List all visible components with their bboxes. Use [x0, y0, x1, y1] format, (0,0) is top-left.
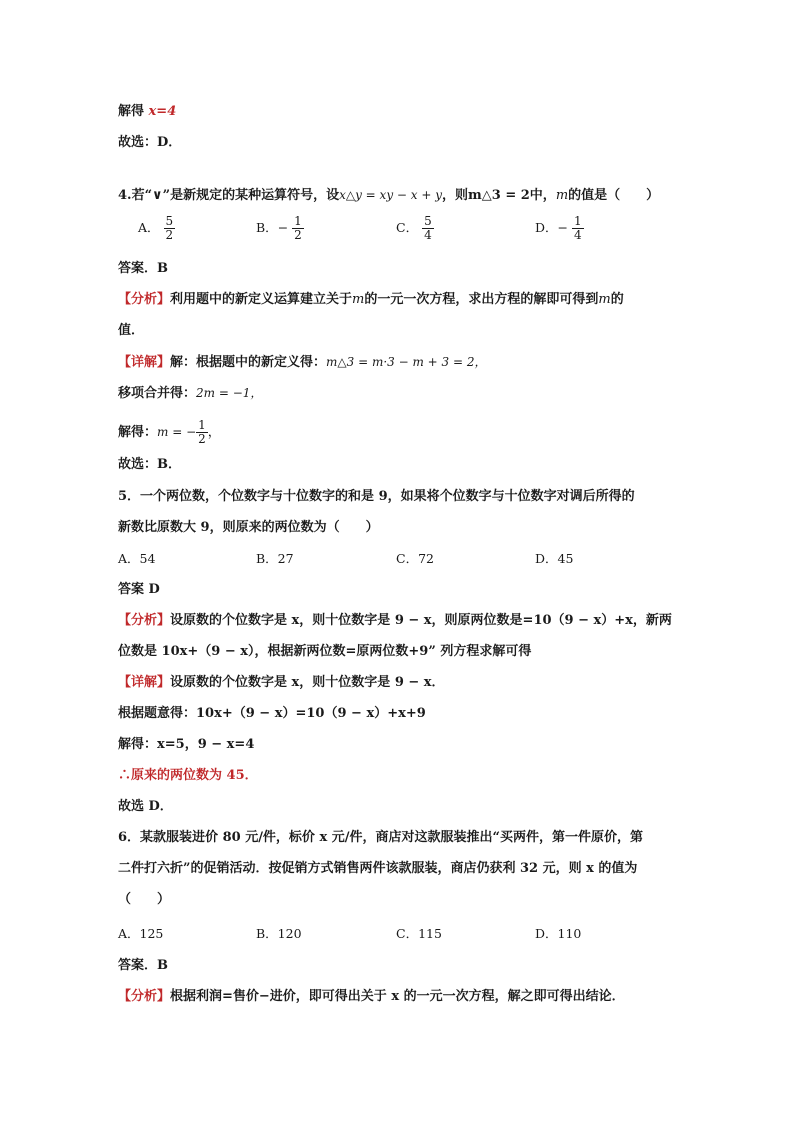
q4-detail-eq: m△3 = m·3 − m + 3 = 2， — [326, 355, 487, 369]
q6-stem-3: （ ） — [118, 892, 171, 907]
q4-option-c-letter: C． — [396, 220, 419, 235]
fraction-numerator: 5 — [424, 214, 432, 228]
q5-stem-2: 新数比原数大 9，则原来的两位数为（ ） — [118, 520, 379, 535]
q4-stem-var: m — [555, 188, 569, 203]
q4-option-a-fraction — [164, 215, 176, 242]
q5-answer: 答案 D — [118, 582, 160, 597]
fraction-denominator: 2 — [294, 228, 302, 242]
q6-option-b: B．120 — [256, 926, 302, 941]
fraction-denominator: 4 — [424, 228, 432, 242]
q4-option-c-fraction — [422, 215, 434, 242]
q4-solve-fraction — [196, 419, 208, 446]
q5-detail — [118, 674, 445, 692]
q6-analysis — [118, 988, 625, 1006]
q4-option-b-fraction — [292, 215, 304, 242]
q4-merge-line — [118, 384, 262, 403]
q4-option-c — [396, 215, 434, 242]
q4-option-d-fraction — [572, 215, 584, 242]
fraction-denominator: 4 — [574, 228, 582, 242]
q4-answer: 答案．B — [118, 261, 168, 276]
q4-solve-tail: ， — [207, 425, 221, 440]
q4-option-b-letter: B． — [256, 220, 278, 235]
q6-analysis-tag: 【分析】 — [118, 989, 171, 1004]
q4-solve-line — [118, 419, 221, 446]
q3-solve-value: x=4 — [148, 104, 177, 119]
q4-detail-a: 解：根据题中的新定义得： — [170, 355, 327, 370]
q5-conclusion: ∴原来的两位数为 45． — [118, 768, 258, 783]
q4-stem-b: ，则m△3 = 2中， — [442, 188, 556, 203]
q4-option-d — [535, 215, 584, 242]
q5-eq-1: 根据题意得：10x+（9 − x）=10（9 − x）+x+9 — [118, 706, 426, 721]
fraction-numerator: 1 — [198, 418, 206, 432]
q4-option-d-letter: D． — [535, 220, 558, 235]
q4-stem-def: x△y = xy − x + y — [339, 188, 443, 202]
q3-choice: 故选：D． — [118, 135, 182, 150]
q4-stem-a: 4.若“∨”是新规定的某种运算符号，设 — [118, 188, 340, 203]
q5-option-c: C．72 — [396, 551, 434, 566]
q4-detail-tag: 【详解】 — [118, 355, 171, 370]
q6-answer: 答案．B — [118, 958, 168, 973]
q4-option-b-sign: − — [277, 220, 289, 235]
q5-analysis-1 — [118, 612, 672, 630]
q6-option-c: C．115 — [396, 926, 442, 941]
q6-stem-2: 二件打六折”的促销活动．按促销方式销售两件该款服装，商店仍获利 32 元，则 x 的值为 — [118, 861, 638, 876]
q6-analysis-text: 根据利润=售价−进价，即可得出关于 x 的一元一次方程，解之即可得出结论． — [170, 989, 625, 1004]
q5-detail-tag: 【详解】 — [118, 675, 171, 690]
q4-detail — [118, 353, 487, 372]
q4-analysis-var: m — [352, 292, 365, 307]
q4-option-d-sign: − — [557, 220, 569, 235]
q4-stem — [118, 186, 659, 205]
q5-detail-text: 设原数的个位数字是 x，则十位数字是 9 − x． — [170, 675, 445, 690]
q4-analysis — [118, 291, 624, 309]
q4-stem-c: 的值是（ ） — [568, 188, 660, 203]
q4-analysis-a: 利用题中的新定义运算建立关于 — [170, 292, 353, 307]
q4-option-a — [138, 215, 175, 242]
q5-analysis-tag: 【分析】 — [118, 613, 171, 628]
q4-analysis-tag: 【分析】 — [118, 292, 171, 307]
fraction-numerator: 1 — [294, 214, 302, 228]
q3-solve-line — [118, 103, 176, 121]
q4-analysis-cont: 值． — [118, 323, 145, 338]
q6-option-d: D．110 — [535, 926, 582, 941]
fraction-denominator: 2 — [198, 432, 206, 446]
q4-solve-lhs: m = − — [157, 425, 197, 439]
q5-stem-1: 5．一个两位数，个位数字与十位数字的和是 9，如果将个位数字与十位数字对调后所得的 — [118, 489, 635, 504]
q4-option-b — [256, 215, 304, 242]
q6-option-a: A．125 — [118, 926, 164, 941]
q4-analysis-var2: m — [598, 292, 611, 307]
q5-option-b: B．27 — [256, 551, 294, 566]
q4-merge-eq: 2m = −1， — [196, 386, 263, 400]
fraction-denominator: 2 — [165, 228, 174, 242]
fraction-numerator: 1 — [574, 214, 582, 228]
q4-option-a-letter: A． — [138, 220, 160, 235]
q4-analysis-b: 的一元一次方程，求出方程的解即可得到 — [364, 292, 599, 307]
q6-stem-1: 6．某款服装进价 80 元/件，标价 x 元/件，商店对这款服装推出“买两件，第一件原价，第 — [118, 830, 643, 845]
q5-eq-2: 解得：x=5，9 − x=4 — [118, 737, 255, 752]
q4-analysis-c: 的 — [610, 292, 624, 307]
q4-solve-label: 解得： — [118, 425, 158, 440]
q3-solve-label: 解得 — [118, 104, 145, 119]
fraction-numerator: 5 — [165, 214, 174, 228]
q4-choice: 故选：B． — [118, 457, 181, 472]
q5-option-d: D．45 — [535, 551, 574, 566]
q5-choice: 故选 D． — [118, 799, 173, 814]
q5-option-a: A．54 — [118, 551, 156, 566]
q4-merge-label: 移项合并得： — [118, 386, 197, 401]
q5-analysis-2: 位数是 10x+（9 − x），根据新两位数=原两位数+9” 列方程求解可得 — [118, 644, 532, 659]
q5-analysis-text-1: 设原数的个位数字是 x，则十位数字是 9 − x，则原两位数是=10（9 − x）+x，新两 — [170, 613, 672, 628]
